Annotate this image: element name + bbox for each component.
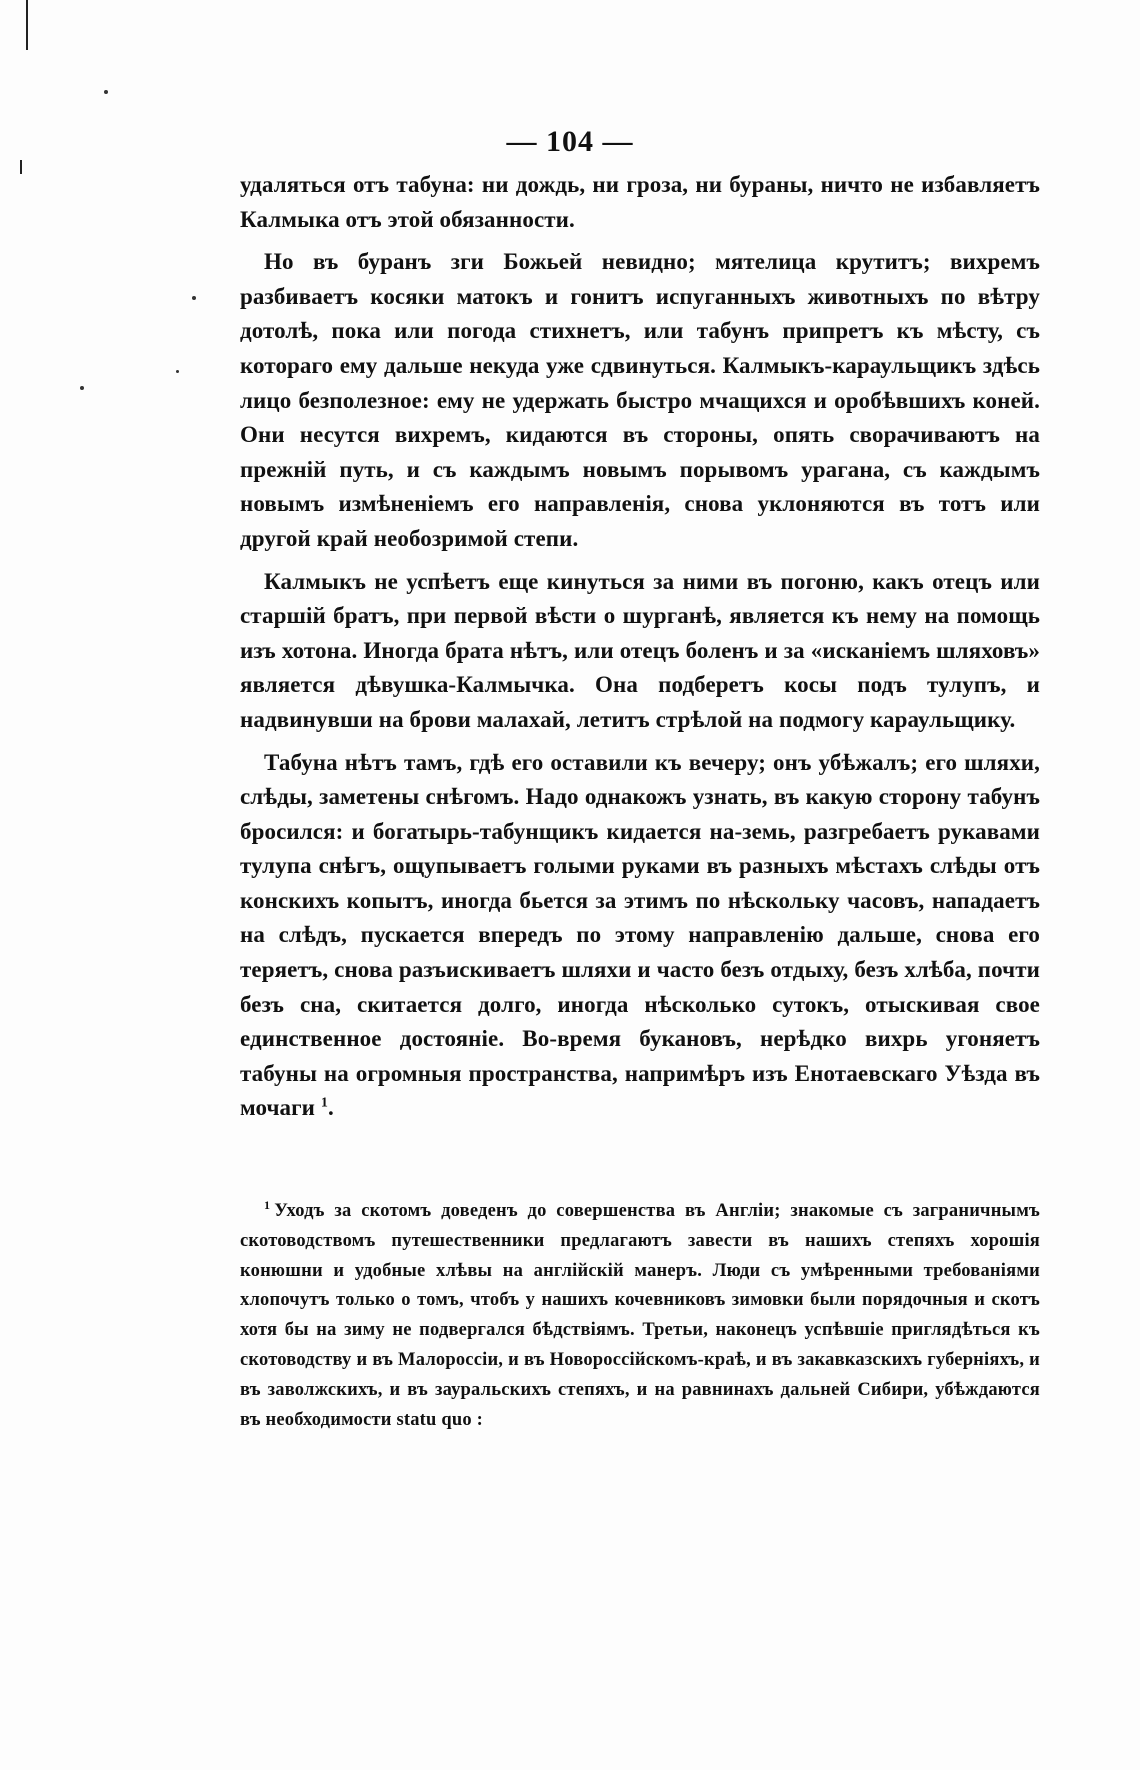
paragraph: Калмыкъ не успѣетъ еще кинуться за ними въ погоню, какъ отецъ или старшій братъ, при первой вѣсти о шурганѣ, является къ нему на помощь изъ хотона. Иногда брата нѣтъ, или отецъ боленъ и за «исканіемъ шляховъ» является дѣвушка-Калмычка. Она подберетъ косы подъ тулупъ, и надвинувши на брови малахай, летитъ стрѣлой на подмогу караульщику.	[240, 568, 1040, 732]
footnote-text: Уходъ за скотомъ доведенъ до совершенства въ Англіи; знакомые съ заграничнымъ скотоводствомъ путешественники предлагаютъ завести въ нашихъ степяхъ хорошія конюшни и удобные хлѣвы на англійскій манеръ. Люди съ умѣренными требованіями хлопочутъ только о томъ, чтобъ у нашихъ кочевниковъ зимовки были порядочныя и скотъ хотя бы на зиму не подвергался бѣдствіямъ. Третьи, наконецъ успѣвшіе приглядѣться къ скотоводству и въ Малороссіи, и въ Новороссійскомъ-краѣ, и въ закавказскихъ губерніяхъ, и въ заволжскихъ, и въ зауральскихъ степяхъ, и на равнинахъ дальней Сибири, убѣждаются въ необходимости statu quo :	[240, 1201, 1040, 1430]
speck	[176, 370, 179, 373]
footnote-paragraph	[240, 1197, 1040, 1435]
left-edge-mark-2	[20, 160, 22, 174]
left-edge-mark	[26, 0, 28, 50]
main-text	[240, 168, 1040, 1126]
footnote	[240, 1197, 1040, 1435]
speck	[80, 386, 84, 390]
speck	[192, 296, 196, 300]
footnote-reference: 1	[320, 1095, 329, 1111]
footnote-mark: 1	[264, 1197, 271, 1212]
paragraph: удаляться отъ табуна: ни дождь, ни гроза, ни бураны, ничто не избавляетъ Калмыка отъ этой обязанности.	[240, 172, 1040, 232]
page-number: — 104 —	[506, 125, 634, 158]
paragraph-text: Табуна нѣтъ тамъ, гдѣ его оставили къ вечеру; онъ убѣжалъ; его шляхи, слѣды, заметены снѣгомъ. Надо однакожъ узнать, въ какую сторону табунъ бросился: и богатырь-табунщикъ кидается на-земь, разгребаетъ рукавами тулупа снѣгъ, ощупываетъ голыми руками въ разныхъ мѣстахъ слѣды отъ конскихъ копытъ, иногда бьется за этимъ по нѣскольку часовъ, нападаетъ на слѣдъ, пускается впередъ по этому направленію дальше, снова его теряетъ, снова разъискиваетъ шляхи и часто безъ отдыху, безъ хлѣба, почти безъ сна, скитается долго, иногда нѣсколько сутокъ, отыскивая свое единственное достояніе. Во-время букановъ, нерѣдко вихрь угоняетъ табуны на огромныя пространства, напримѣръ изъ Енотаевскаго Уѣзда въ мочаги	[240, 749, 1040, 1121]
paragraph-with-footnote: Табуна нѣтъ тамъ, гдѣ его оставили къ вечеру; онъ убѣжалъ; его шляхи, слѣды, заметены снѣгомъ. Надо однакожъ узнать, въ какую сторону табунъ бросился: и богатырь-табунщикъ кидается на-земь, разгребаетъ рукавами тулупа снѣгъ, ощупываетъ голыми руками въ разныхъ мѣстахъ слѣды отъ конскихъ копытъ, иногда бьется за этимъ по нѣскольку часовъ, нападаетъ на слѣдъ, пускается впередъ по этому направленію дальше, снова его теряетъ, снова разъискиваетъ шляхи и часто безъ отдыху, безъ хлѣба, почти безъ сна, скитается долго, иногда нѣсколько сутокъ, отыскивая свое единственное достояніе. Во-время букановъ, нерѣдко вихрь угоняетъ табуны на огромныя пространства, напримѣръ изъ Енотаевскаго Уѣзда въ мочаги $^1$.	[240, 749, 1040, 1121]
paragraph: Но въ буранъ зги Божьей невидно; мятелица крутитъ; вихремъ разбиваетъ косяки матокъ и гонитъ испуганныхъ животныхъ по вѣтру дотолѣ, пока или погода стихнетъ, или табунъ припретъ къ мѣсту, съ котораго ему дальше некуда уже сдвинуться. Калмыкъ-караульщикъ здѣсь лицо безполезное: ему не удержать быстро мчащихся и оробѣвшихъ коней. Они несутся вихремъ, кидаются въ стороны, опять сворачиваютъ на прежній путь, и съ каждымъ новымъ порывомъ урагана, съ каждымъ новымъ измѣненіемъ его направленія, снова уклоняются въ тотъ или другой край необозримой степи.	[240, 249, 1040, 551]
speck	[104, 90, 108, 94]
